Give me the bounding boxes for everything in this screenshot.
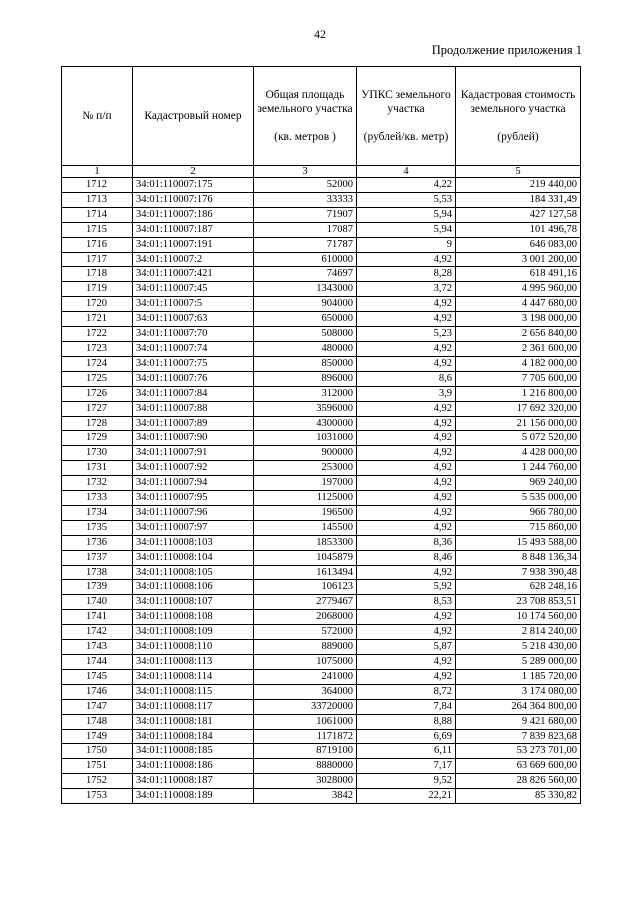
cadastral-number: 34:01:110008:181: [133, 714, 254, 729]
table-row: [62, 267, 581, 282]
header-upks-unit: (рублей/кв. метр): [363, 131, 449, 143]
cadastral-number: 34:01:110008:186: [133, 759, 254, 774]
land-area: 4300000: [254, 416, 357, 431]
upks-value: 5,94: [357, 207, 456, 222]
upks-value: 3,9: [357, 386, 456, 401]
cadastral-number: 34:01:110007:74: [133, 341, 254, 356]
table-row: [62, 237, 581, 252]
cadastral-number: 34:01:110008:107: [133, 595, 254, 610]
table-row: [62, 207, 581, 222]
row-number: 1716: [62, 237, 133, 252]
cadastral-number: 34:01:110007:88: [133, 401, 254, 416]
cadastral-value: 4 995 960,00: [456, 282, 581, 297]
column-number-row: [62, 166, 581, 178]
upks-value: 4,92: [357, 431, 456, 446]
column-number: 4: [357, 166, 456, 178]
cadastral-number: 34:01:110007:186: [133, 207, 254, 222]
table-row: [62, 401, 581, 416]
table-row: [62, 341, 581, 356]
row-number: 1723: [62, 341, 133, 356]
cadastral-value: 3 174 080,00: [456, 684, 581, 699]
upks-value: 4,92: [357, 625, 456, 640]
header-value-label: Кадастровая стоимость земельного участка: [460, 89, 576, 115]
cadastral-number: 34:01:110008:109: [133, 625, 254, 640]
upks-value: 5,87: [357, 640, 456, 655]
upks-value: 9: [357, 237, 456, 252]
upks-value: 8,88: [357, 714, 456, 729]
upks-value: 5,23: [357, 327, 456, 342]
land-area: 312000: [254, 386, 357, 401]
row-number: 1738: [62, 565, 133, 580]
upks-value: 4,92: [357, 356, 456, 371]
table-row: [62, 297, 581, 312]
cadastral-number: 34:01:110007:45: [133, 282, 254, 297]
upks-value: 8,46: [357, 550, 456, 565]
cadastral-number: 34:01:110007:70: [133, 327, 254, 342]
table-row: [62, 684, 581, 699]
land-area: 904000: [254, 297, 357, 312]
cadastral-number: 34:01:110007:97: [133, 520, 254, 535]
continuation-label: Продолжение приложения 1: [431, 43, 582, 57]
upks-value: 4,92: [357, 297, 456, 312]
upks-value: 4,92: [357, 565, 456, 580]
upks-value: 4,22: [357, 178, 456, 193]
row-number: 1729: [62, 431, 133, 446]
land-area: 3842: [254, 789, 357, 804]
land-area: 1075000: [254, 655, 357, 670]
table-row: [62, 416, 581, 431]
table-row: [62, 222, 581, 237]
cadastral-table: [61, 66, 581, 804]
table-row: [62, 729, 581, 744]
row-number: 1737: [62, 550, 133, 565]
cadastral-number: 34:01:110007:95: [133, 491, 254, 506]
upks-value: 4,92: [357, 401, 456, 416]
upks-value: 4,92: [357, 416, 456, 431]
upks-value: 6,69: [357, 729, 456, 744]
cadastral-number: 34:01:110008:187: [133, 774, 254, 789]
row-number: 1717: [62, 252, 133, 267]
row-number: 1714: [62, 207, 133, 222]
land-area: 480000: [254, 341, 357, 356]
cadastral-value: 5 289 000,00: [456, 655, 581, 670]
cadastral-value: 966 780,00: [456, 505, 581, 520]
row-number: 1733: [62, 491, 133, 506]
row-number: 1747: [62, 699, 133, 714]
upks-value: 4,92: [357, 252, 456, 267]
cadastral-value: 3 001 200,00: [456, 252, 581, 267]
cadastral-number: 34:01:110008:115: [133, 684, 254, 699]
row-number: 1725: [62, 371, 133, 386]
table-row: [62, 774, 581, 789]
upks-value: 9,52: [357, 774, 456, 789]
table-row: [62, 461, 581, 476]
row-number: 1748: [62, 714, 133, 729]
header-area-label: Общая площадь земельного участка: [257, 89, 353, 115]
row-number: 1732: [62, 476, 133, 491]
land-area: 52000: [254, 178, 357, 193]
cadastral-value: 101 496,78: [456, 222, 581, 237]
cadastral-value: 2 361 600,00: [456, 341, 581, 356]
cadastral-number: 34:01:110007:84: [133, 386, 254, 401]
row-number: 1724: [62, 356, 133, 371]
row-number: 1742: [62, 625, 133, 640]
table-row: [62, 610, 581, 625]
row-number: 1727: [62, 401, 133, 416]
cadastral-value: 264 364 800,00: [456, 699, 581, 714]
upks-value: 4,92: [357, 476, 456, 491]
upks-value: 8,72: [357, 684, 456, 699]
cadastral-value: 5 072 520,00: [456, 431, 581, 446]
cadastral-number: 34:01:110008:110: [133, 640, 254, 655]
row-number: 1734: [62, 505, 133, 520]
land-area: 106123: [254, 580, 357, 595]
row-number: 1715: [62, 222, 133, 237]
cadastral-value: 3 198 000,00: [456, 312, 581, 327]
row-number: 1719: [62, 282, 133, 297]
land-area: 145500: [254, 520, 357, 535]
land-area: 1853300: [254, 535, 357, 550]
upks-value: 4,92: [357, 312, 456, 327]
table-row: [62, 371, 581, 386]
row-number: 1735: [62, 520, 133, 535]
land-area: 650000: [254, 312, 357, 327]
header-cadastral-number: Кадастровый номер: [133, 67, 254, 166]
upks-value: 4,92: [357, 505, 456, 520]
cadastral-value: 5 218 430,00: [456, 640, 581, 655]
row-number: 1752: [62, 774, 133, 789]
cadastral-number: 34:01:110007:5: [133, 297, 254, 312]
cadastral-value: 628 248,16: [456, 580, 581, 595]
land-area: 508000: [254, 327, 357, 342]
land-area: 900000: [254, 446, 357, 461]
table-row: [62, 327, 581, 342]
header-upks-label: УПКС земельного участка: [361, 89, 451, 115]
cadastral-value: 5 535 000,00: [456, 491, 581, 506]
land-area: 196500: [254, 505, 357, 520]
row-number: 1721: [62, 312, 133, 327]
row-number: 1746: [62, 684, 133, 699]
cadastral-number: 34:01:110008:103: [133, 535, 254, 550]
cadastral-value: 1 185 720,00: [456, 669, 581, 684]
cadastral-number: 34:01:110008:108: [133, 610, 254, 625]
land-area: 71787: [254, 237, 357, 252]
cadastral-number: 34:01:110007:176: [133, 192, 254, 207]
table-row: [62, 431, 581, 446]
cadastral-number: 34:01:110007:92: [133, 461, 254, 476]
column-number: 2: [133, 166, 254, 178]
land-area: 2779467: [254, 595, 357, 610]
row-number: 1749: [62, 729, 133, 744]
upks-value: 4,92: [357, 446, 456, 461]
upks-value: 8,36: [357, 535, 456, 550]
table-row: [62, 714, 581, 729]
land-area: 253000: [254, 461, 357, 476]
table-row: [62, 744, 581, 759]
table-row: [62, 669, 581, 684]
upks-value: 7,17: [357, 759, 456, 774]
cadastral-value: 63 669 600,00: [456, 759, 581, 774]
cadastral-value: 8 848 136,34: [456, 550, 581, 565]
upks-value: 5,94: [357, 222, 456, 237]
cadastral-value: 618 491,16: [456, 267, 581, 282]
row-number: 1741: [62, 610, 133, 625]
cadastral-value: 17 692 320,00: [456, 401, 581, 416]
table-row: [62, 655, 581, 670]
land-area: 1061000: [254, 714, 357, 729]
table-row: [62, 535, 581, 550]
header-row: [62, 67, 581, 166]
row-number: 1728: [62, 416, 133, 431]
upks-value: 5,53: [357, 192, 456, 207]
row-number: 1720: [62, 297, 133, 312]
cadastral-value: 7 839 823,68: [456, 729, 581, 744]
row-number: 1739: [62, 580, 133, 595]
table-row: [62, 178, 581, 193]
cadastral-number: 34:01:110007:421: [133, 267, 254, 282]
cadastral-value: 4 428 000,00: [456, 446, 581, 461]
upks-value: 4,92: [357, 461, 456, 476]
land-area: 1171872: [254, 729, 357, 744]
cadastral-value: 7 705 600,00: [456, 371, 581, 386]
row-number: 1750: [62, 744, 133, 759]
cadastral-number: 34:01:110008:117: [133, 699, 254, 714]
upks-value: 8,53: [357, 595, 456, 610]
upks-value: 4,92: [357, 520, 456, 535]
land-area: 1031000: [254, 431, 357, 446]
table-row: [62, 625, 581, 640]
cadastral-number: 34:01:110007:63: [133, 312, 254, 327]
land-area: 3596000: [254, 401, 357, 416]
cadastral-number: 34:01:110007:94: [133, 476, 254, 491]
land-area: 241000: [254, 669, 357, 684]
cadastral-number: 34:01:110007:76: [133, 371, 254, 386]
land-area: 1613494: [254, 565, 357, 580]
header-area-unit: (кв. метров ): [274, 131, 336, 143]
upks-value: 8,28: [357, 267, 456, 282]
cadastral-value: 2 814 240,00: [456, 625, 581, 640]
land-area: 71907: [254, 207, 357, 222]
upks-value: 4,92: [357, 491, 456, 506]
upks-value: 6,11: [357, 744, 456, 759]
cadastral-value: 184 331,49: [456, 192, 581, 207]
table-row: [62, 565, 581, 580]
land-area: 610000: [254, 252, 357, 267]
table-row: [62, 550, 581, 565]
cadastral-value: 219 440,00: [456, 178, 581, 193]
cadastral-number: 34:01:110008:184: [133, 729, 254, 744]
page-number: 42: [314, 27, 326, 41]
row-number: 1736: [62, 535, 133, 550]
table-row: [62, 759, 581, 774]
cadastral-number: 34:01:110008:105: [133, 565, 254, 580]
cadastral-number: 34:01:110008:189: [133, 789, 254, 804]
land-area: 896000: [254, 371, 357, 386]
upks-value: 5,92: [357, 580, 456, 595]
header-upks: [357, 67, 456, 166]
land-area: 33333: [254, 192, 357, 207]
header-number: № п/п: [62, 67, 133, 166]
row-number: 1718: [62, 267, 133, 282]
land-area: 572000: [254, 625, 357, 640]
land-area: 197000: [254, 476, 357, 491]
row-number: 1713: [62, 192, 133, 207]
upks-value: 7,84: [357, 699, 456, 714]
cadastral-number: 34:01:110008:185: [133, 744, 254, 759]
table-row: [62, 356, 581, 371]
table-row: [62, 580, 581, 595]
header-value-unit: (рублей): [497, 131, 539, 143]
row-number: 1740: [62, 595, 133, 610]
table-row: [62, 640, 581, 655]
land-area: 3028000: [254, 774, 357, 789]
cadastral-value: 10 174 560,00: [456, 610, 581, 625]
cadastral-number: 34:01:110007:91: [133, 446, 254, 461]
cadastral-number: 34:01:110007:2: [133, 252, 254, 267]
table-row: [62, 446, 581, 461]
table-row: [62, 595, 581, 610]
row-number: 1712: [62, 178, 133, 193]
cadastral-number: 34:01:110007:90: [133, 431, 254, 446]
table-row: [62, 312, 581, 327]
cadastral-number: 34:01:110007:187: [133, 222, 254, 237]
header-value: [456, 67, 581, 166]
cadastral-value: 1 244 760,00: [456, 461, 581, 476]
cadastral-value: 715 860,00: [456, 520, 581, 535]
upks-value: 4,92: [357, 341, 456, 356]
upks-value: 3,72: [357, 282, 456, 297]
cadastral-value: 53 273 701,00: [456, 744, 581, 759]
cadastral-number: 34:01:110007:191: [133, 237, 254, 252]
cadastral-value: 427 127,58: [456, 207, 581, 222]
row-number: 1744: [62, 655, 133, 670]
upks-value: 8,6: [357, 371, 456, 386]
cadastral-number: 34:01:110007:175: [133, 178, 254, 193]
row-number: 1731: [62, 461, 133, 476]
land-area: 850000: [254, 356, 357, 371]
cadastral-value: 21 156 000,00: [456, 416, 581, 431]
row-number: 1722: [62, 327, 133, 342]
row-number: 1753: [62, 789, 133, 804]
land-area: 1125000: [254, 491, 357, 506]
cadastral-value: 1 216 800,00: [456, 386, 581, 401]
cadastral-number: 34:01:110007:75: [133, 356, 254, 371]
table-row: [62, 699, 581, 714]
land-area: 364000: [254, 684, 357, 699]
land-area: 33720000: [254, 699, 357, 714]
land-area: 889000: [254, 640, 357, 655]
row-number: 1730: [62, 446, 133, 461]
row-number: 1726: [62, 386, 133, 401]
cadastral-value: 4 182 000,00: [456, 356, 581, 371]
table-row: [62, 505, 581, 520]
cadastral-value: 4 447 680,00: [456, 297, 581, 312]
column-number: 3: [254, 166, 357, 178]
upks-value: 22,21: [357, 789, 456, 804]
land-area: 1045879: [254, 550, 357, 565]
table-body: [62, 178, 581, 804]
column-number: 1: [62, 166, 133, 178]
table-row: [62, 491, 581, 506]
table-row: [62, 252, 581, 267]
cadastral-value: 85 330,82: [456, 789, 581, 804]
table-row: [62, 789, 581, 804]
land-area: 2068000: [254, 610, 357, 625]
cadastral-number: 34:01:110008:113: [133, 655, 254, 670]
upks-value: 4,92: [357, 655, 456, 670]
cadastral-number: 34:01:110007:89: [133, 416, 254, 431]
column-number: 5: [456, 166, 581, 178]
cadastral-value: 646 083,00: [456, 237, 581, 252]
row-number: 1745: [62, 669, 133, 684]
cadastral-value: 9 421 680,00: [456, 714, 581, 729]
land-area: 8880000: [254, 759, 357, 774]
table-row: [62, 476, 581, 491]
upks-value: 4,92: [357, 669, 456, 684]
cadastral-value: 28 826 560,00: [456, 774, 581, 789]
cadastral-number: 34:01:110008:114: [133, 669, 254, 684]
cadastral-number: 34:01:110008:106: [133, 580, 254, 595]
cadastral-value: 23 708 853,51: [456, 595, 581, 610]
land-area: 8719100: [254, 744, 357, 759]
table-row: [62, 386, 581, 401]
cadastral-number: 34:01:110008:104: [133, 550, 254, 565]
cadastral-value: 7 938 390,48: [456, 565, 581, 580]
cadastral-value: 2 656 840,00: [456, 327, 581, 342]
cadastral-number: 34:01:110007:96: [133, 505, 254, 520]
land-area: 1343000: [254, 282, 357, 297]
upks-value: 4,92: [357, 610, 456, 625]
row-number: 1743: [62, 640, 133, 655]
table-row: [62, 520, 581, 535]
row-number: 1751: [62, 759, 133, 774]
land-area: 74697: [254, 267, 357, 282]
table-row: [62, 192, 581, 207]
land-area: 17087: [254, 222, 357, 237]
cadastral-value: 15 493 588,00: [456, 535, 581, 550]
table-row: [62, 282, 581, 297]
header-area: [254, 67, 357, 166]
cadastral-value: 969 240,00: [456, 476, 581, 491]
